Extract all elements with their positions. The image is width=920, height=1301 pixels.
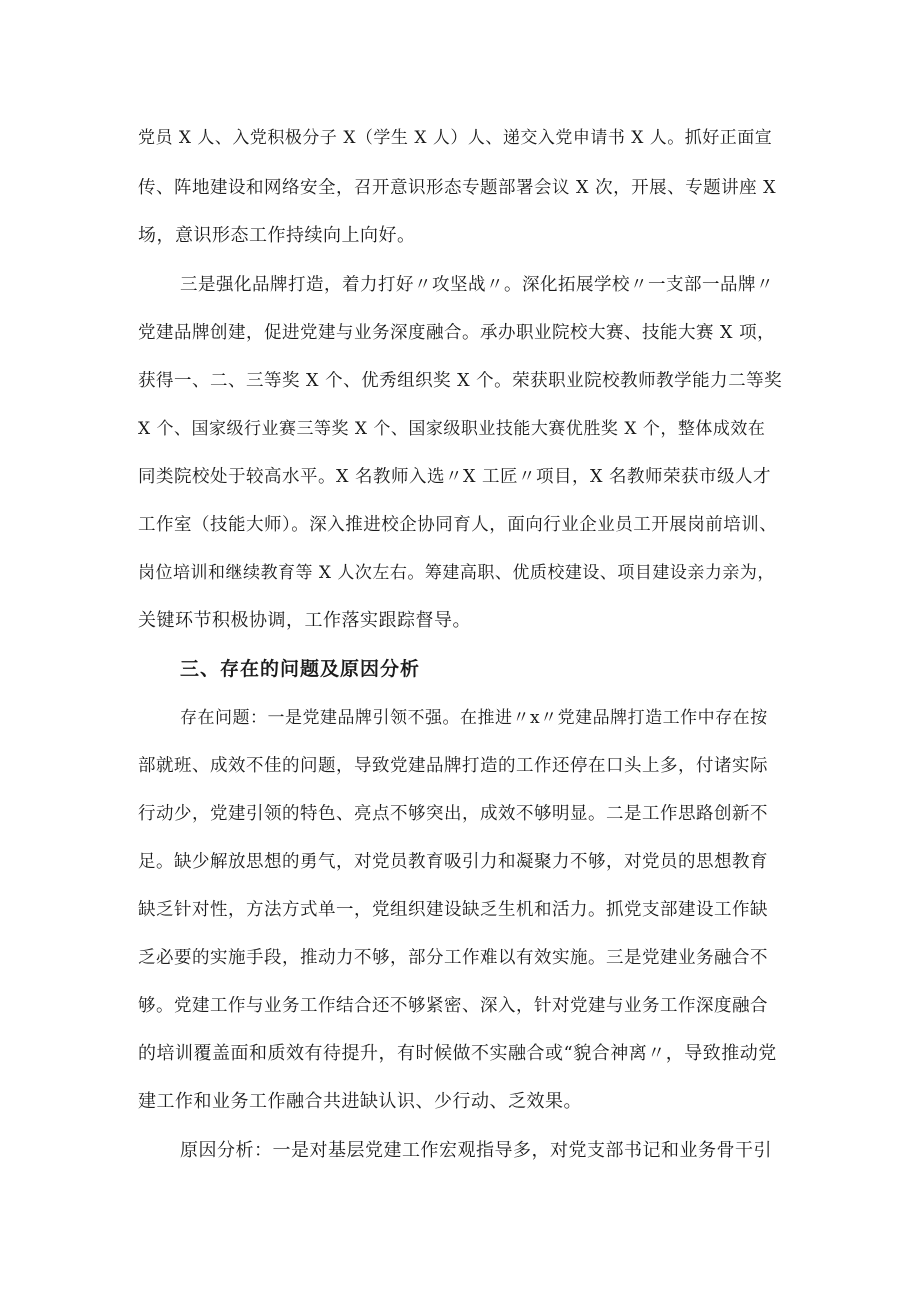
paragraph-3-line-3: 行动少，党建引领的特色、亮点不够突出，成效不够明显。二是工作思路创新不 bbox=[138, 804, 768, 824]
paragraph-2-line-1: 三是强化品牌打造，着力打好〃攻坚战〃。深化拓展学校〃一支部一品牌〃 bbox=[180, 275, 774, 295]
paragraph-1-line-1: 党员 X 人、入党积极分子 X（学生 X 人）人、递交入党申请书 X 人。抓好正面宣 bbox=[138, 128, 773, 148]
paragraph-3-line-9: 建工作和业务工作融合共进缺认识、少行动、乏效果。 bbox=[138, 1091, 582, 1112]
paragraph-1-line-3: 场，意识形态工作持续向上向好。 bbox=[138, 225, 416, 246]
section-heading: 三、存在的问题及原因分析 bbox=[180, 658, 421, 680]
paragraph-2-line-8: 关键环节积极协调，工作落实跟踪督导。 bbox=[138, 610, 471, 631]
paragraph-2-line-3: 获得一、二、三等奖 X 个、优秀组织奖 X 个。荣获职业院校教师教学能力二等奖 bbox=[138, 371, 783, 391]
paragraph-4-line-1: 原因分析：一是对基层党建工作宏观指导多，对党支部书记和业务骨干引 bbox=[180, 1140, 772, 1161]
paragraph-3-line-8: 的培训覆盖面和质效有待提升，有时候做不实融合或“貌合神离〃，导致推动党 bbox=[138, 1043, 777, 1064]
paragraph-3-line-6: 乏必要的实施手段，推动力不够，部分工作难以有效实施。三是党建业务融合不 bbox=[138, 948, 768, 968]
paragraph-3-line-5: 缺乏针对性，方法方式单一，党组织建设缺乏生机和活力。抓党支部建设工作缺 bbox=[138, 900, 768, 920]
paragraph-3-line-1: 存在问题：一是党建品牌引领不强。在推进〃x〃党建品牌打造工作中存在按 bbox=[180, 708, 768, 728]
paragraph-2-line-7: 岗位培训和继续教育等 X 人次左右。筹建高职、优质校建设、项目建设亲力亲为， bbox=[138, 563, 775, 583]
paragraph-3-line-4: 足。缺少解放思想的勇气，对党员教育吸引力和凝聚力不够，对党员的思想教育 bbox=[138, 852, 768, 872]
paragraph-1-line-2: 传、阵地建设和网络安全，召开意识形态专题部署会议 X 次，开展、专题讲座 X bbox=[138, 178, 777, 198]
paragraph-2-line-5: 同类院校处于较高水平。X 名教师入选〃X 工匠〃项目，X 名教师荣获市级人才 bbox=[138, 467, 772, 487]
paragraph-2-line-4: X 个、国家级行业赛三等奖 X 个、国家级职业技能大赛优胜奖 X 个，整体成效在 bbox=[138, 419, 766, 439]
paragraph-3-line-7: 够。党建工作与业务工作结合还不够紧密、深入，针对党建与业务工作深度融合 bbox=[138, 996, 768, 1016]
paragraph-2-line-6: 工作室（技能大师）。深入推进校企协同育人，面向行业企业员工开展岗前培训、 bbox=[138, 515, 778, 535]
paragraph-2-line-2: 党建品牌创建，促进党建与业务深度融合。承办职业院校大赛、技能大赛 X 项， bbox=[138, 323, 776, 343]
paragraph-3-line-2: 部就班、成效不佳的问题，导致党建品牌打造的工作还停在口头上多，付诸实际 bbox=[138, 756, 768, 776]
